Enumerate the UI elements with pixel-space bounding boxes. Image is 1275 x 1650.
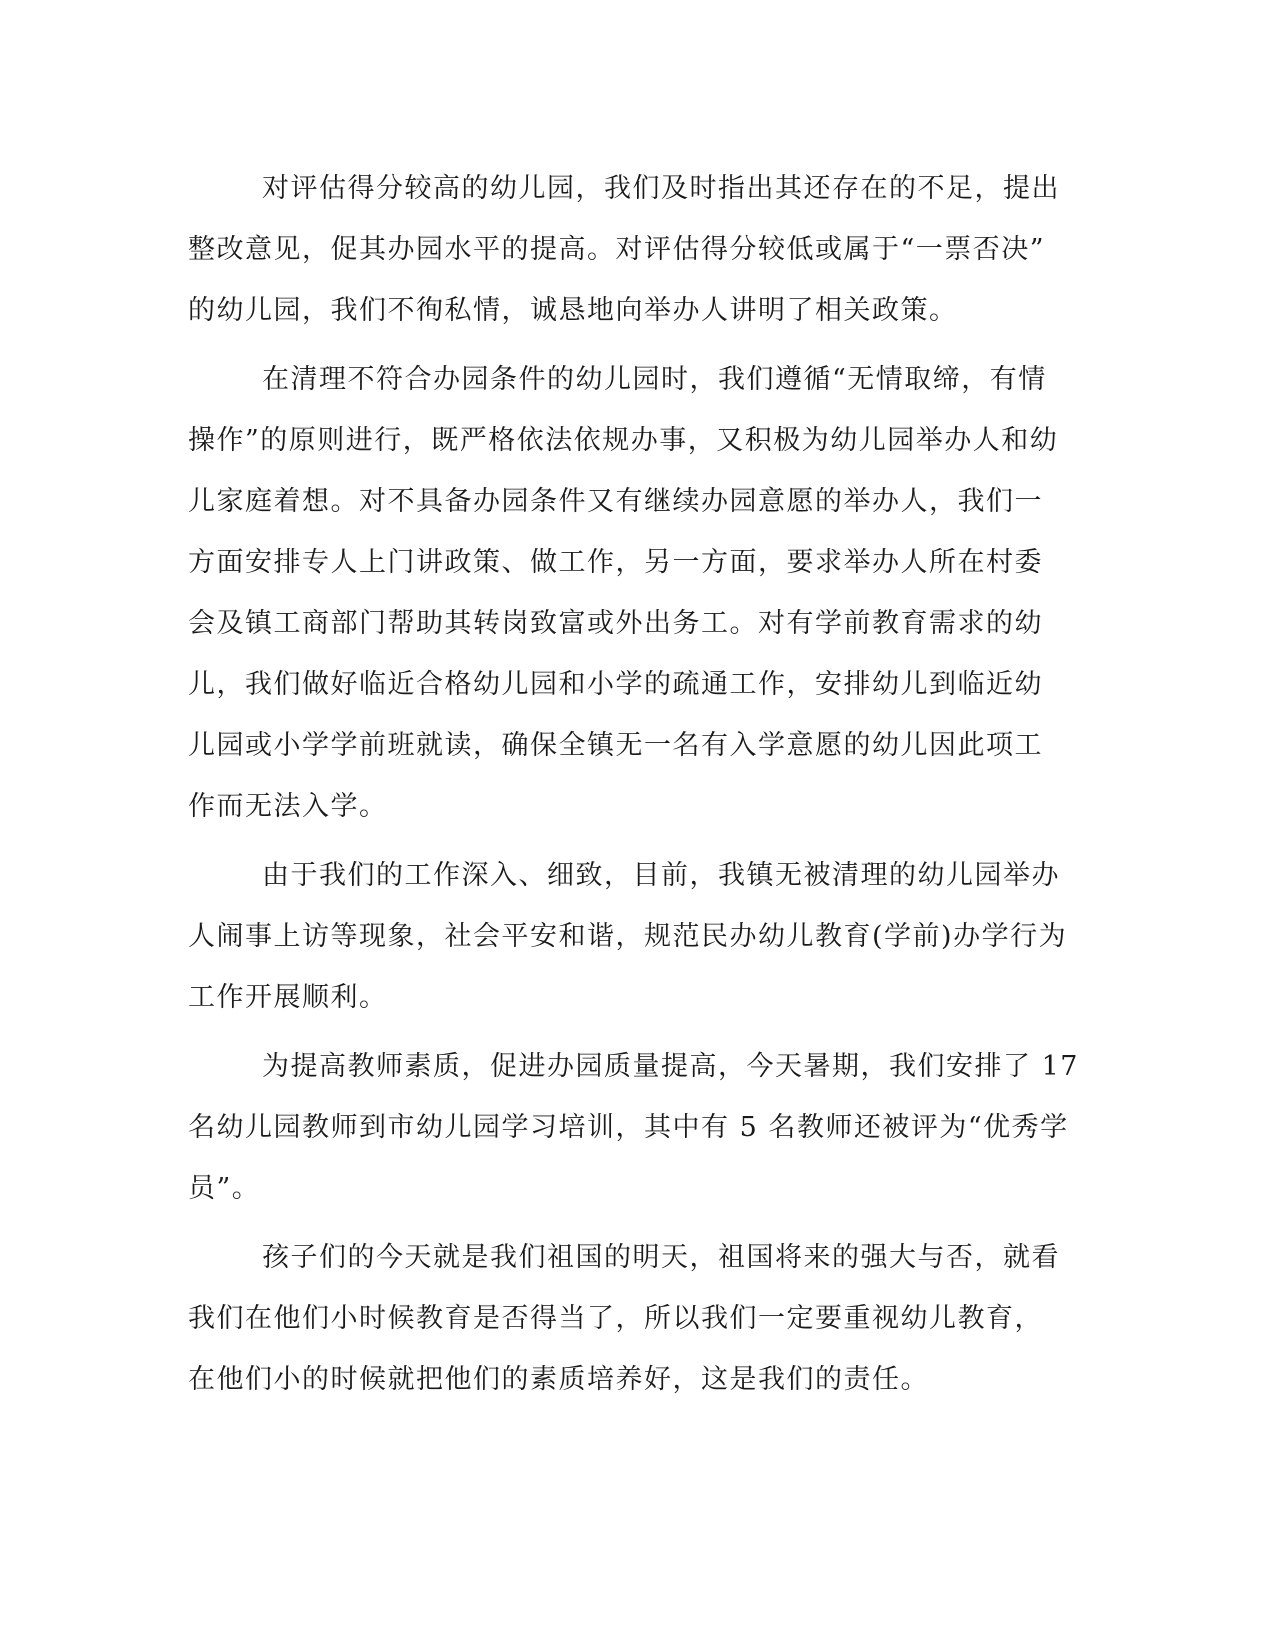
text-line: 会及镇工商部门帮助其转岗致富或外出务工。对有学前教育需求的幼 bbox=[188, 608, 1043, 639]
paragraph-cleanup bbox=[188, 349, 1078, 837]
text-line: 儿园或小学学前班就读，确保全镇无一名有入学意愿的幼儿因此项工 bbox=[188, 730, 1043, 761]
text-line: 的幼儿园，我们不徇私情，诚恳地向举办人讲明了相关政策。 bbox=[188, 295, 958, 326]
paragraph-results bbox=[188, 845, 1078, 1028]
text-line: 由于我们的工作深入、细致，目前，我镇无被清理的幼儿园举办 bbox=[262, 860, 1060, 891]
text-line: 名幼儿园教师到市幼儿园学习培训，其中有 5 名教师还被评为“优秀学 bbox=[188, 1112, 1069, 1143]
text-line: 我们在他们小时候教育是否得当了，所以我们一定要重视幼儿教育， bbox=[188, 1303, 1043, 1334]
text-line: 在他们小的时候就把他们的素质培养好，这是我们的责任。 bbox=[188, 1364, 929, 1395]
text-line: 对评估得分较高的幼儿园，我们及时指出其还存在的不足，提出 bbox=[262, 173, 1060, 204]
text-line: 儿家庭着想。对不具备办园条件又有继续办园意愿的举办人，我们一 bbox=[188, 486, 1043, 517]
text-line: 整改意见，促其办园水平的提高。对评估得分较低或属于“一票否决” bbox=[188, 234, 1046, 265]
paragraph-teacher-training bbox=[188, 1036, 1078, 1219]
text-line: 儿，我们做好临近合格幼儿园和小学的疏通工作，安排幼儿到临近幼 bbox=[188, 669, 1043, 700]
text-line: 在清理不符合办园条件的幼儿园时，我们遵循“无情取缔，有情 bbox=[262, 364, 1047, 395]
text-line: 工作开展顺利。 bbox=[188, 982, 388, 1013]
text-line: 人闹事上访等现象，社会平安和谐，规范民办幼儿教育(学前)办学行为 bbox=[188, 921, 1068, 952]
text-line: 操作”的原则进行，既严格依法依规办事，又积极为幼儿园举办人和幼 bbox=[188, 425, 1059, 456]
text-line: 孩子们的今天就是我们祖国的明天，祖国将来的强大与否，就看 bbox=[262, 1242, 1060, 1273]
paragraph-conclusion bbox=[188, 1227, 1078, 1410]
paragraph-evaluation bbox=[188, 158, 1078, 341]
text-line: 方面安排专人上门讲政策、做工作，另一方面，要求举办人所在村委 bbox=[188, 547, 1043, 578]
text-line: 作而无法入学。 bbox=[188, 791, 388, 822]
text-line: 员”。 bbox=[188, 1173, 261, 1204]
document-body bbox=[188, 158, 1078, 1418]
text-line: 为提高教师素质，促进办园质量提高，今天暑期，我们安排了 17 bbox=[262, 1051, 1079, 1082]
